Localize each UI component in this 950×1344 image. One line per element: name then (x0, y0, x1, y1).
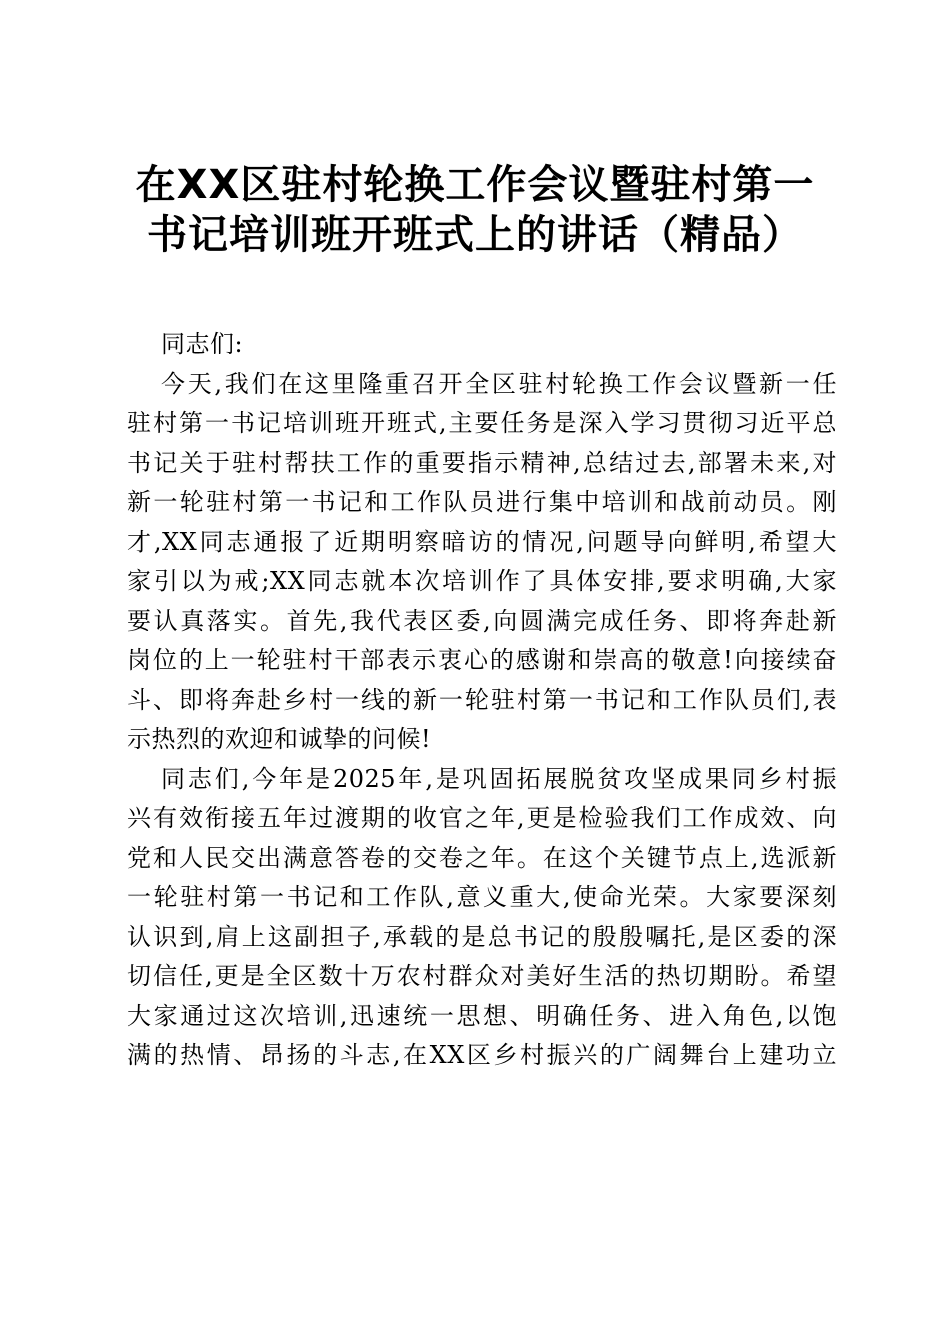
paragraph-line: 同志们,今年是2025年,是巩固拓展脱贫攻坚成果同乡村振 (161, 764, 837, 793)
paragraph-line: 新一轮驻村第一书记和工作队员进行集中培训和战前动员。刚 (127, 488, 837, 516)
paragraph-1 (127, 365, 837, 760)
paragraph-line: 今天,我们在这里隆重召开全区驻村轮换工作会议暨新一任 (161, 369, 837, 398)
title-line-1: 在XX区驻村轮换工作会议暨驻村第一 (135, 162, 815, 208)
paragraph-2 (127, 760, 837, 1076)
paragraph-line: 要认真落实。首先,我代表区委,向圆满完成任务、即将奔赴新 (127, 606, 837, 635)
paragraph-line: 驻村第一书记培训班开班式,主要任务是深入学习贯彻习近平总 (127, 409, 837, 437)
paragraph-line: 书记关于驻村帮扶工作的重要指示精神,总结过去,部署未来,对 (127, 448, 837, 477)
salutation: 同志们: (161, 330, 244, 358)
paragraph-line: 斗、即将奔赴乡村一线的新一轮驻村第一书记和工作队员们,表 (127, 685, 837, 714)
paragraph-line: 党和人民交出满意答卷的交卷之年。在这个关键节点上,选派新 (127, 843, 837, 872)
paragraph-line: 大家通过这次培训,迅速统一思想、明确任务、进入角色,以饱 (127, 1001, 837, 1030)
title-line-2: 书记培训班开班式上的讲话（精品） (147, 212, 803, 258)
paragraph-line: 才,XX同志通报了近期明察暗访的情况,问题导向鲜明,希望大 (127, 527, 837, 556)
document-body (127, 325, 837, 1076)
document-title (0, 160, 950, 260)
paragraph-line: 切信任,更是全区数十万农村群众对美好生活的热切期盼。希望 (127, 962, 837, 990)
paragraph-line: 兴有效衔接五年过渡期的收官之年,更是检验我们工作成效、向 (127, 804, 837, 832)
paragraph-line: 家引以为戒;XX同志就本次培训作了具体安排,要求明确,大家 (127, 567, 837, 595)
paragraph-line: 满的热情、昂扬的斗志,在XX区乡村振兴的广阔舞台上建功立 (127, 1041, 837, 1069)
paragraph-line: 一轮驻村第一书记和工作队,意义重大,使命光荣。大家要深刻 (127, 883, 837, 911)
paragraph-line: 岗位的上一轮驻村干部表示衷心的感谢和崇高的敬意!向接续奋 (127, 646, 837, 674)
paragraph-line: 认识到,肩上这副担子,承载的是总书记的殷殷嘱托,是区委的深 (127, 922, 837, 951)
paragraph-line: 示热烈的欢迎和诚挚的问候! (127, 725, 432, 753)
